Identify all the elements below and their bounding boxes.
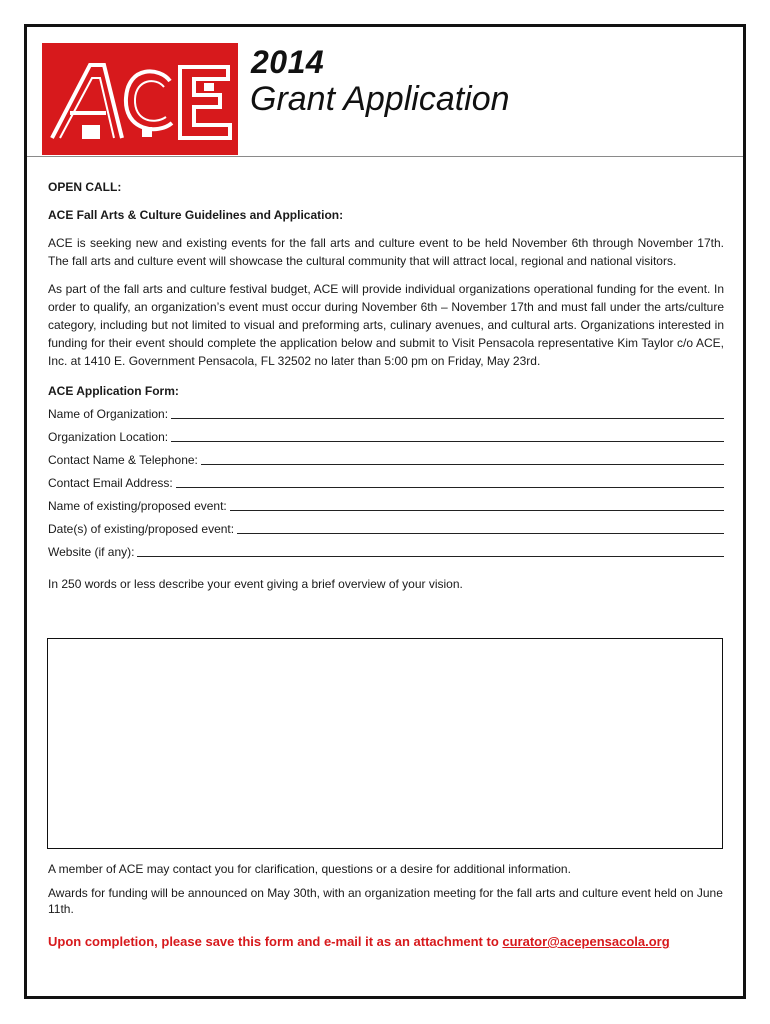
field-label: Contact Email Address:: [48, 476, 173, 490]
contact-email-input[interactable]: [176, 487, 724, 488]
event-dates-field[interactable]: [48, 515, 724, 538]
application-form-heading: ACE Application Form:: [48, 384, 179, 398]
field-label: Contact Name & Telephone:: [48, 453, 198, 467]
contact-name-telephone-field[interactable]: [48, 446, 724, 469]
contact-name-telephone-input[interactable]: [201, 464, 724, 465]
contact-email-field[interactable]: [48, 469, 724, 492]
curator-email-link[interactable]: curator@acepensacola.org: [502, 934, 670, 949]
awards-note: Awards for funding will be announced on May 30th, with an organization meeting for the fall arts and culture event held on June 11th.: [48, 886, 723, 916]
website-input[interactable]: [137, 556, 724, 557]
field-label: Website (if any):: [48, 545, 135, 559]
organization-location-input[interactable]: [171, 441, 724, 442]
submission-text: Upon completion, please save this form and e-mail it as an attachment to: [48, 934, 503, 949]
open-call-heading: OPEN CALL:: [48, 180, 122, 194]
organization-name-field[interactable]: [48, 400, 724, 423]
field-label: Name of Organization:: [48, 407, 169, 421]
intro-paragraph-2: As part of the fall arts and culture festival budget, ACE will provide individual organizations operational funding for the event. In order to qualify, an organization’s event must occur during November 6th – November 17th and must fall under the arts/culture category, including but not limited to visual and preforming arts, culinary avenues, and cultural arts. Organizations interested in funding for their event should complete the application below and submit to Visit Pensacola representative Kim Taylor c/o ACE, Inc. at 1410 E. Government Pensacola, FL 32502 no later than 5:00 pm on Friday, May 23rd.: [48, 282, 724, 368]
application-year: 2014: [251, 44, 325, 80]
event-name-input[interactable]: [230, 510, 724, 511]
field-label: Date(s) of existing/proposed event:: [48, 522, 235, 536]
field-label: Organization Location:: [48, 430, 169, 444]
guidelines-heading: ACE Fall Arts & Culture Guidelines and Application:: [48, 208, 344, 222]
footer-notes: [48, 861, 724, 917]
ace-logo: [42, 43, 238, 155]
vision-prompt: In 250 words or less describe your event giving a brief overview of your vision.: [48, 577, 463, 591]
header-divider: [27, 156, 743, 157]
event-name-field[interactable]: [48, 492, 724, 515]
page-title: Grant Application: [250, 80, 510, 118]
event-dates-input[interactable]: [237, 533, 724, 534]
website-field[interactable]: [48, 538, 724, 561]
contact-note: A member of ACE may contact you for clarification, questions or a desire for additional information.: [48, 862, 571, 876]
main-content: [48, 178, 724, 593]
vision-description-textarea[interactable]: [47, 638, 723, 849]
field-label: Name of existing/proposed event:: [48, 499, 227, 513]
organization-name-input[interactable]: [171, 418, 724, 419]
organization-location-field[interactable]: [48, 423, 724, 446]
submission-instruction: [48, 934, 670, 949]
intro-paragraph-1: ACE is seeking new and existing events for the fall arts and culture event to be held November 6th through November 17th. The fall arts and culture event will showcase the cultural community that will attract local, regional and national visitors.: [48, 236, 724, 268]
